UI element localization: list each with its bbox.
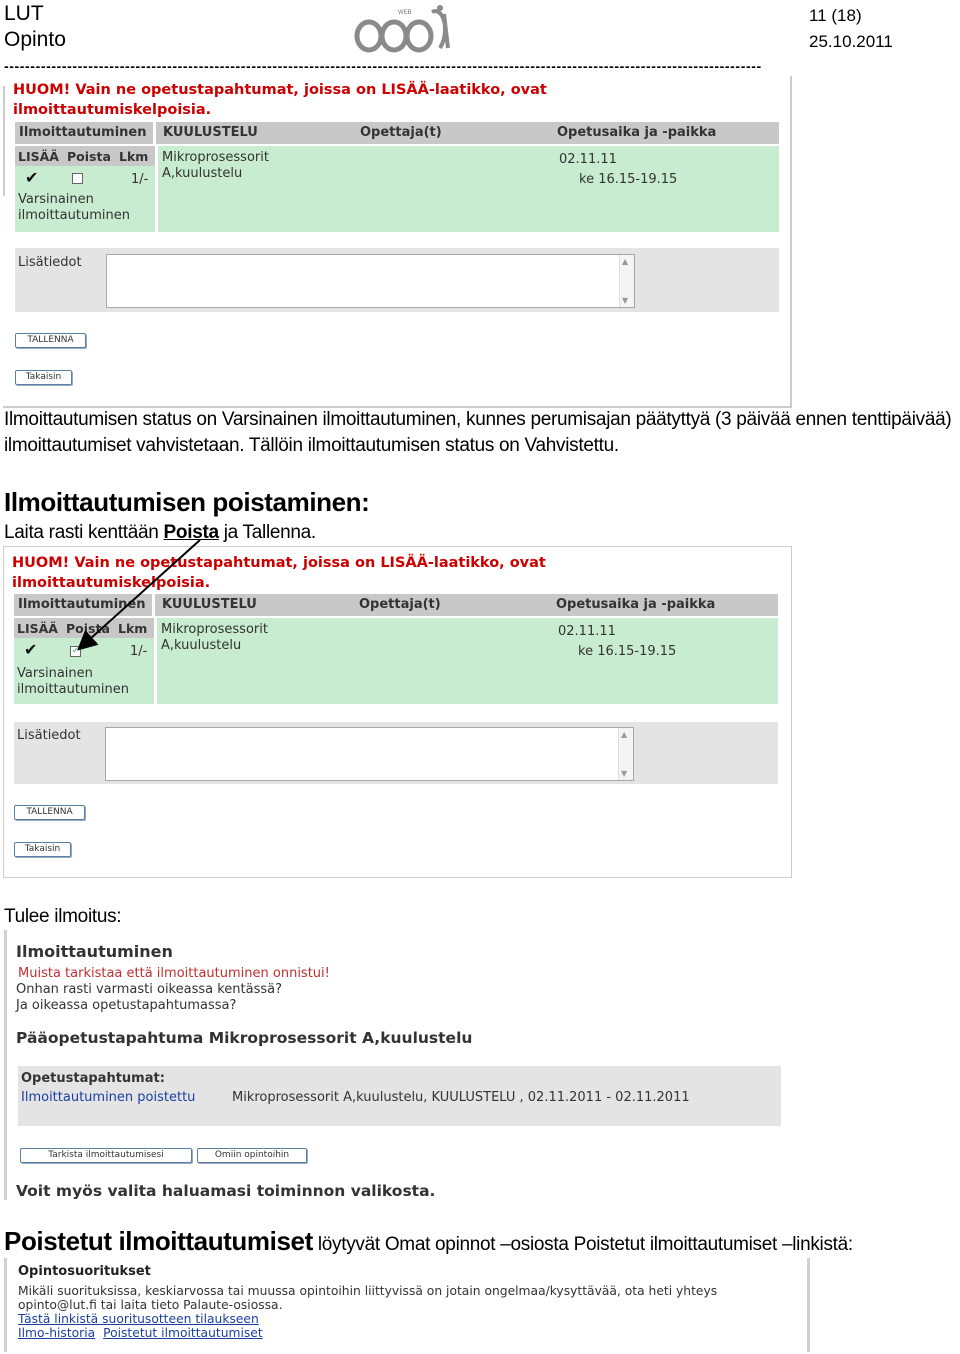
status-line-1: Varsinainen <box>17 666 93 681</box>
back-button[interactable]: Takaisin <box>14 842 71 857</box>
scroll-up-icon: ▲ <box>621 730 628 739</box>
lisaa-checkmark-icon: ✔ <box>25 168 39 187</box>
scroll-down-icon: ▼ <box>622 296 629 305</box>
instr-poista: Poista <box>163 522 219 543</box>
status-paragraph-line-2: ilmoittautumiset vahvistetaan. Tällöin ilmoittautumisen status on Vahvistettu. <box>4 435 619 456</box>
removed-rest: löytyvät Omat opinnot –osiosta Poistetut ilmoittautumiset –linkistä: <box>312 1234 853 1255</box>
notice-text-3: Ja oikeassa opetustapahtumassa? <box>16 998 237 1013</box>
notice-screen <box>4 930 788 1202</box>
status-line-1: Varsinainen <box>18 192 94 207</box>
col-ilmoittautuminen: Ilmoittautuminen <box>19 125 147 140</box>
header-date: 25.10.2011 <box>809 32 893 51</box>
notice-title: Ilmoittautuminen <box>16 942 173 961</box>
header-title-lut: LUT <box>4 2 44 25</box>
status-line-2: ilmoittautuminen <box>17 682 129 697</box>
logo-web-label: WEB <box>398 10 412 16</box>
notice-line-1: HUOM! Vain ne opetustapahtumat, joissa on LISÄÄ-laatikko, ovat <box>12 555 546 571</box>
sub-lkm: Lkm <box>119 149 149 164</box>
course-line-2: A,kuulustelu <box>162 166 243 181</box>
instr-post: ja Tallenna. <box>218 522 316 543</box>
notice-line-2: ilmoittautumiskelpoisia. <box>13 102 212 118</box>
order-transcript-link[interactable]: Tästä linkistä suoritusotteen tilaukseen <box>18 1312 259 1326</box>
records-screen <box>4 1258 810 1352</box>
check-registration-button[interactable]: Tarkista ilmoittautumisesi <box>20 1148 192 1163</box>
status-line-2: ilmoittautuminen <box>18 208 130 223</box>
records-links-row <box>18 1326 263 1340</box>
sub-lisaa: LISÄÄ <box>18 149 59 164</box>
event-date: 02.11.11 <box>558 624 616 639</box>
records-title: Opintosuoritukset <box>18 1264 151 1279</box>
col-ilmoittautuminen: Ilmoittautuminen <box>18 597 146 612</box>
notice-intro: Tulee ilmoitus: <box>4 906 122 927</box>
ilmo-history-link[interactable]: Ilmo-historia <box>18 1326 96 1340</box>
scroll-up-icon: ▲ <box>622 257 629 266</box>
page-number: 11 (18) <box>809 6 862 25</box>
lisaa-checkmark-icon: ✔ <box>24 640 38 659</box>
back-button[interactable]: Takaisin <box>15 370 72 385</box>
scroll-down-icon: ▼ <box>621 769 628 778</box>
removed-registrations-heading <box>4 1226 853 1258</box>
sub-lisaa: LISÄÄ <box>17 621 58 636</box>
records-text-2: opinto@lut.fi tai laita tieto Palaute-osiossa. <box>18 1298 283 1312</box>
removed-status: Ilmoittautuminen poistettu <box>21 1090 196 1105</box>
col-teacher: Opettaja(t) <box>360 125 442 140</box>
lisatiedot-label: Lisätiedot <box>17 728 81 743</box>
removed-registrations-link[interactable]: Poistetut ilmoittautumiset <box>103 1326 263 1340</box>
header-separator: ------------------------------------------------------------------------------------------------------------------------------------------------ <box>4 58 762 74</box>
col-teacher: Opettaja(t) <box>359 597 441 612</box>
status-paragraph-line-1: Ilmoittautumisen status on Varsinainen ilmoittautuminen, kunnes perumisajan päätyttyä (3 päivää ennen tenttipäivää) <box>4 409 952 430</box>
notice-text-2: Onhan rasti varmasti oikeassa kentässä? <box>16 982 283 997</box>
event-description: Mikroprosessorit A,kuulustelu, KUULUSTELU , 02.11.2011 - 02.11.2011 <box>232 1090 690 1105</box>
course-line-2: A,kuulustelu <box>161 638 242 653</box>
header-title-opinto: Opinto <box>4 28 66 51</box>
course-line-1: Mikroprosessorit <box>161 622 268 637</box>
notice-line-1: HUOM! Vain ne opetustapahtumat, joissa on LISÄÄ-laatikko, ovat <box>13 82 547 98</box>
col-time: Opetusaika ja -paikka <box>557 125 717 140</box>
save-button[interactable]: TALLENNA <box>15 333 86 348</box>
notice-footer: Voit myös valita haluamasi toiminnon valikosta. <box>16 1182 436 1200</box>
col-time: Opetusaika ja -paikka <box>556 597 716 612</box>
section-title-remove: Ilmoittautumisen poistaminen: <box>4 487 370 517</box>
records-text-1: Mikäli suorituksissa, keskiarvossa tai muussa opintoihin liittyvissä on jotain ongelmaa/kysyttävää, ota heti yhteys <box>18 1284 718 1298</box>
events-label: Opetustapahtumat: <box>21 1071 165 1086</box>
count: 1/- <box>130 644 148 659</box>
main-event-title: Pääopetustapahtuma Mikroprosessorit A,kuulustelu <box>16 1029 473 1047</box>
event-time: ke 16.15-19.15 <box>578 644 677 659</box>
notice-line-2: ilmoittautumiskelpoisia. <box>12 575 211 591</box>
sub-poista: Poista <box>67 149 111 164</box>
sub-poista: Poista <box>66 621 110 636</box>
col-kuulustelu: KUULUSTELU <box>163 125 258 140</box>
event-time: ke 16.15-19.15 <box>579 172 678 187</box>
course-line-1: Mikroprosessorit <box>162 150 269 165</box>
event-date: 02.11.11 <box>559 152 617 167</box>
save-button[interactable]: TALLENNA <box>14 805 85 820</box>
sub-lkm: Lkm <box>118 621 148 636</box>
removed-title: Poistetut ilmoittautumiset <box>4 1226 313 1256</box>
instr-pre: Laita rasti kenttään <box>4 522 164 543</box>
events-box <box>18 1066 781 1126</box>
lisatiedot-label: Lisätiedot <box>18 255 82 270</box>
notice-text-1: Muista tarkistaa että ilmoittautuminen onnistui! <box>18 966 330 981</box>
count: 1/- <box>131 172 149 187</box>
poista-checkbox-checked[interactable]: ✓ <box>71 646 80 656</box>
my-studies-button[interactable]: Omiin opintoihin <box>197 1148 307 1163</box>
col-kuulustelu: KUULUSTELU <box>162 597 257 612</box>
